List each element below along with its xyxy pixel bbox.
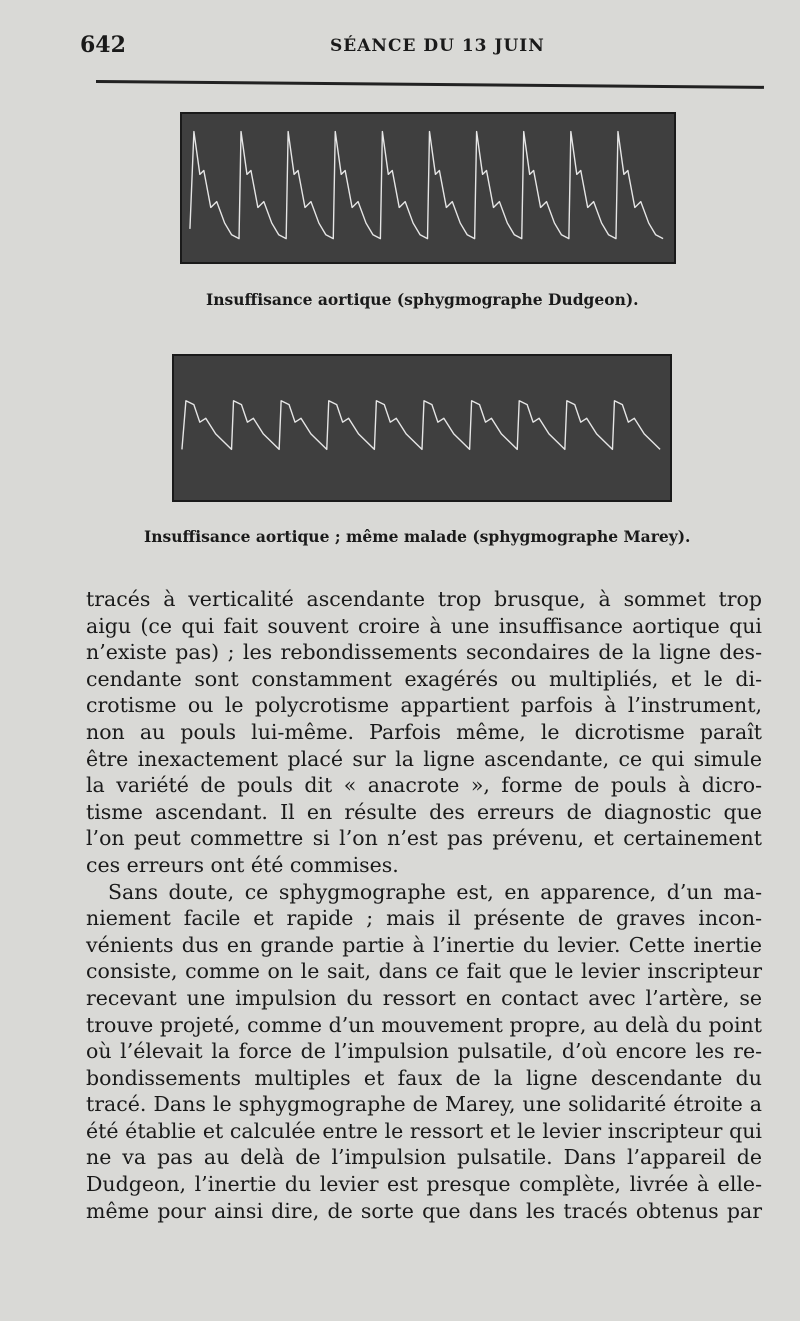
text-line: crotisme ou le polycrotisme appartient parfois à l’instrument, (86, 693, 762, 718)
text-line: bondissements multiples et faux de la ligne descendante du (86, 1065, 762, 1090)
header-rule (96, 80, 764, 89)
figure-dudgeon-trace (180, 112, 676, 264)
text-line: tracés à verticalité ascendante trop brusque, à sommet trop (86, 587, 762, 611)
text-line: trouve projeté, comme d’un mouvement propre, au delà du point (86, 1012, 762, 1037)
paragraph-1 (86, 586, 762, 879)
text-line: la variété de pouls dit « anacrote », forme de pouls à dicro- (86, 773, 762, 798)
text-line: consiste, comme on le sait, dans ce fait que le levier inscripteur (86, 959, 762, 984)
text-line: ne va pas au delà de l’impulsion pulsatile. Dans l’appareil de (86, 1145, 762, 1170)
text-line: Sans doute, ce sphygmographe est, en apparence, d’un ma- (108, 879, 762, 904)
text-line: aigu (ce qui fait souvent croire à une insuffisance aortique qui (86, 613, 762, 638)
text-line: cendante sont constamment exagérés ou multipliés, et le di- (86, 666, 762, 691)
text-line: tracé. Dans le sphygmographe de Marey, une solidarité étroite a (86, 1092, 762, 1117)
text-line: non au pouls lui-même. Parfois même, le dicrotisme paraît (86, 719, 762, 744)
running-head: SÉANCE DU 13 JUIN (330, 36, 545, 56)
text-line: niement facile et rapide ; mais il présente de graves incon- (86, 906, 762, 931)
paragraph-2 (86, 879, 762, 1225)
figure-caption-2: Insuffisance aortique ; même malade (sphygmographe Marey). (144, 527, 691, 546)
text-line: vénients dus en grande partie à l’inertie du levier. Cette inertie (86, 932, 762, 957)
trace-line-marey (182, 401, 660, 450)
text-line: n’existe pas) ; les rebondissements secondaires de la ligne des- (86, 640, 762, 665)
text-line: être inexactement placé sur la ligne ascendante, ce qui simule (86, 746, 762, 771)
body-text (86, 586, 762, 1224)
text-line: même pour ainsi dire, de sorte que dans les tracés obtenus par (86, 1198, 762, 1223)
text-line: été établie et calculée entre le ressort et le levier inscripteur qui (86, 1118, 762, 1143)
text-line: où l’élevait la force de l’impulsion pulsatile, d’où encore les re- (86, 1039, 762, 1064)
pulse-trace-dudgeon (182, 114, 674, 262)
text-line: tisme ascendant. Il en résulte des erreurs de diagnostic que (86, 799, 762, 824)
page-number: 642 (80, 32, 126, 58)
figure-caption-1: Insuffisance aortique (sphygmographe Dudgeon). (206, 290, 639, 309)
pulse-trace-marey (174, 356, 670, 500)
page-header (80, 30, 760, 64)
trace-line-dudgeon (190, 132, 663, 239)
text-line: l’on peut commettre si l’on n’est pas prévenu, et certainement (86, 826, 762, 851)
text-line: Dudgeon, l’inertie du levier est presque complète, livrée à elle- (86, 1172, 762, 1197)
text-line: recevant une impulsion du ressort en contact avec l’artère, se (86, 985, 762, 1010)
figure-marey-trace (172, 354, 672, 502)
text-line: ces erreurs ont été commises. (86, 852, 399, 877)
